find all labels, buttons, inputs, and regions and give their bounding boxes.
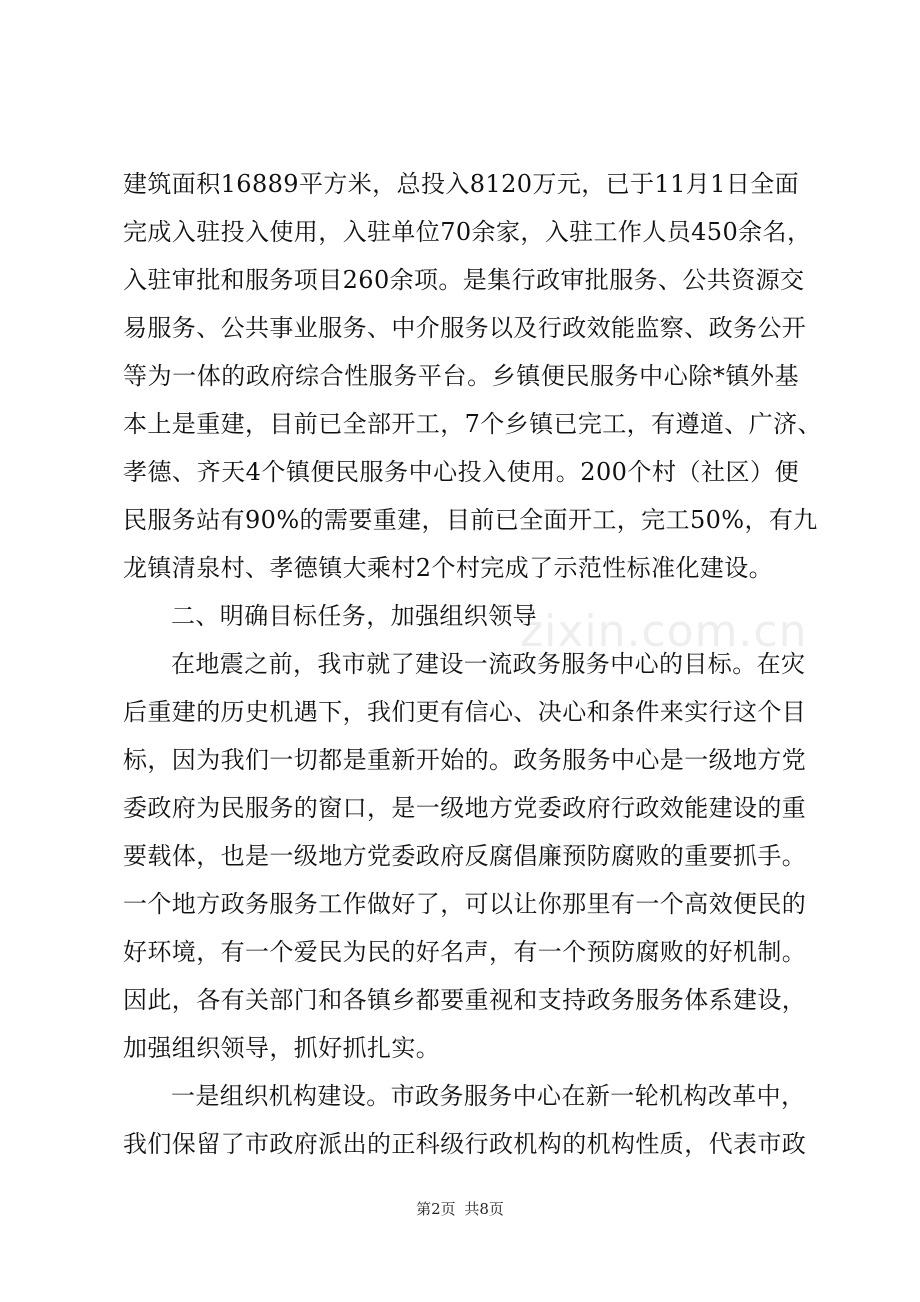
text-line: 建筑面积16889平方米，总投入8120万元，已于11月1日全面	[123, 170, 800, 198]
paragraph-end-line: 加强组织领导，抓好抓扎实。	[123, 1034, 441, 1062]
text-line: 标，因为我们一切都是重新开始的。政务服务中心是一级地方党	[123, 746, 807, 774]
text-line: 一个地方政务服务工作做好了，可以让你那里有一个高效便民的	[123, 890, 807, 918]
page-footer	[0, 1199, 920, 1219]
watermark: zixin.com.cn	[520, 606, 808, 657]
text-line: 后重建的历史机遇下，我们更有信心、决心和条件来实行这个目	[123, 698, 807, 726]
text-line: 要载体，也是一级地方党委政府反腐倡廉预防腐败的重要抓手。	[123, 842, 807, 870]
text-line: 入驻审批和服务项目260余项。是集行政审批服务、公共资源交	[123, 266, 805, 294]
text-line: 民服务站有90%的需要重建，目前已全面开工，完工50%，有九	[123, 506, 818, 534]
page-number: 第2页	[416, 1200, 456, 1218]
text-line: 一是组织机构建设。市政务服务中心在新一轮机构改革中，	[171, 1082, 806, 1110]
section-heading: 二、明确目标任务，加强组织领导	[171, 602, 537, 630]
text-line: 易服务、公共事业服务、中介服务以及行政效能监察、政务公开	[123, 314, 807, 342]
text-line: 在地震之前，我市就了建设一流政务服务中心的目标。在灾	[171, 650, 806, 678]
text-line: 等为一体的政府综合性服务平台。乡镇便民服务中心除*镇外基	[123, 362, 799, 390]
text-line: 本上是重建，目前已全部开工，7个乡镇已完工，有遵道、广济、	[123, 410, 822, 438]
page-total: 共8页	[464, 1200, 504, 1218]
text-line: 孝德、齐天4个镇便民服务中心投入使用。200个村（社区）便	[123, 458, 799, 486]
text-line: 委政府为民服务的窗口，是一级地方党委政府行政效能建设的重	[123, 794, 807, 822]
text-line: 因此，各有关部门和各镇乡都要重视和支持政务服务体系建设，	[123, 986, 807, 1014]
paragraph-end-line: 龙镇清泉村、孝德镇大乘村2个村完成了示范性标准化建设。	[123, 554, 774, 582]
text-line: 好环境，有一个爱民为民的好名声，有一个预防腐败的好机制。	[123, 938, 807, 966]
text-line: 完成入驻投入使用，入驻单位70余家，入驻工作人员450余名，	[123, 218, 812, 246]
text-line: 我们保留了市政府派出的正科级行政机构的机构性质，代表市政	[123, 1130, 807, 1158]
